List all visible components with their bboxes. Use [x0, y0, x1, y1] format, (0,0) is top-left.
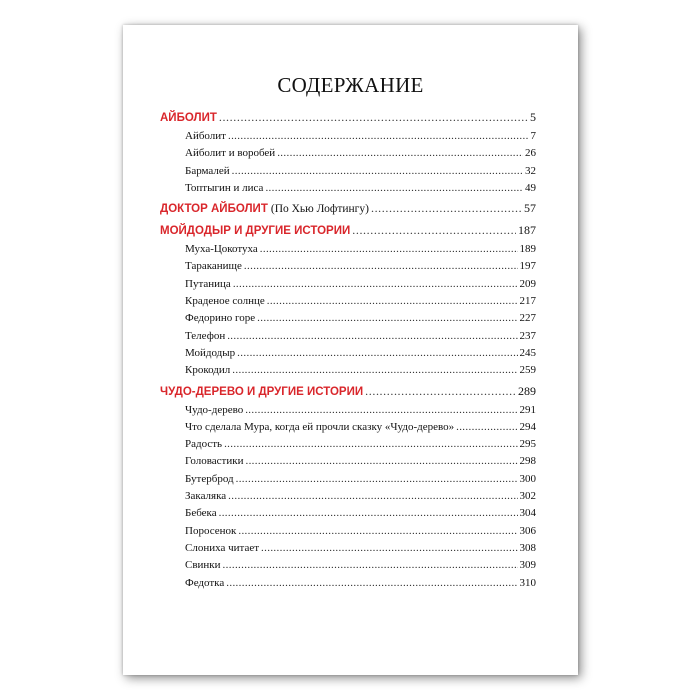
toc-item	[160, 276, 536, 293]
page-number: 308	[519, 541, 536, 554]
dot-leader	[277, 145, 523, 162]
item-title: Крокодил	[185, 364, 231, 377]
item-title: Мойдодыр	[185, 346, 236, 359]
item-title: Краденое солнце	[185, 295, 265, 308]
toc-item	[160, 540, 536, 557]
toc-item	[160, 128, 536, 145]
toc-item	[160, 145, 536, 162]
page-number: 5	[530, 110, 536, 124]
dot-leader	[261, 540, 517, 557]
toc-item	[160, 505, 536, 522]
item-title: Бутерброд	[185, 472, 234, 485]
item-title: Закаляка	[185, 490, 227, 503]
page-number: 57	[524, 201, 536, 216]
section-title: МОЙДОДЫР И ДРУГИЕ ИСТОРИИ	[160, 225, 351, 238]
toc-item	[160, 163, 536, 180]
item-title: Айболит и воробей	[185, 147, 276, 160]
item-title: Айболит	[185, 130, 226, 142]
dot-leader	[228, 488, 517, 505]
toc-section	[160, 221, 536, 241]
item-title: Топтыгин и лиса	[185, 181, 264, 194]
toc-item	[160, 575, 536, 592]
dot-leader	[219, 505, 518, 522]
item-title: Что сделала Мура, когда ей прочли сказку «Чудо-дерево»	[185, 420, 455, 433]
dot-leader	[371, 199, 522, 218]
table-of-contents	[160, 108, 536, 592]
toc-item	[160, 419, 536, 436]
dot-leader	[245, 453, 517, 470]
page-number: 197	[519, 260, 536, 273]
page-number: 32	[525, 164, 536, 177]
item-title: Федотка	[185, 576, 225, 589]
toc-section	[160, 382, 536, 402]
page-number: 298	[519, 455, 536, 468]
item-title: Бармалей	[185, 164, 230, 177]
page-number: 209	[519, 277, 536, 290]
page-number: 189	[519, 243, 536, 256]
item-title: Путаница	[185, 277, 231, 290]
page-number: 304	[519, 507, 536, 520]
page-number: 49	[525, 181, 536, 194]
section-title: АЙБОЛИТ	[160, 112, 217, 124]
toc-item	[160, 362, 536, 379]
dot-leader	[227, 328, 517, 345]
item-title: Муха-Цокотуха	[185, 243, 258, 256]
toc-item	[160, 453, 536, 470]
toc-item	[160, 345, 536, 362]
page-number: 309	[519, 559, 536, 572]
item-title: Федорино горе	[185, 312, 256, 325]
section-title: ДОКТОР АЙБОЛИТ	[160, 203, 268, 216]
dot-leader	[456, 419, 517, 436]
item-title: Чудо-дерево	[185, 403, 244, 416]
dot-leader	[244, 258, 518, 275]
page-number: 289	[518, 383, 536, 398]
item-title: Телефон	[185, 329, 226, 342]
toc-section	[160, 199, 536, 219]
page-title: СОДЕРЖАНИЕ	[277, 73, 424, 97]
toc-section	[160, 108, 536, 128]
page-number: 291	[519, 403, 536, 416]
page-number: 259	[519, 364, 536, 377]
dot-leader	[352, 221, 516, 240]
toc-item	[160, 241, 536, 258]
toc-item	[160, 293, 536, 310]
dot-leader	[232, 362, 517, 379]
dot-leader	[238, 523, 517, 540]
toc-item	[160, 488, 536, 505]
dot-leader	[257, 310, 517, 327]
page-number: 26	[525, 147, 536, 160]
dot-leader	[233, 276, 518, 293]
dot-leader	[223, 557, 518, 574]
dot-leader	[232, 163, 523, 180]
item-title: Радость	[185, 438, 223, 451]
item-title: Слониха читает	[185, 541, 260, 554]
dot-leader	[265, 180, 523, 197]
section-subtitle: (По Хью Лофтингу)	[270, 203, 369, 216]
book-page	[123, 25, 578, 675]
page-number: 310	[519, 576, 536, 589]
page-number: 187	[518, 223, 536, 238]
page-number: 306	[519, 524, 536, 537]
item-title: Бебека	[185, 507, 217, 520]
item-title: Тараканище	[185, 260, 242, 273]
page-number: 217	[519, 295, 536, 308]
item-title: Свинки	[185, 559, 221, 572]
section-title: ЧУДО-ДЕРЕВО И ДРУГИЕ ИСТОРИИ	[160, 385, 364, 398]
toc-item	[160, 557, 536, 574]
toc-item	[160, 523, 536, 540]
toc-item	[160, 258, 536, 275]
toc-item	[160, 328, 536, 345]
item-title: Головастики	[185, 455, 244, 468]
dot-leader	[245, 402, 517, 419]
toc-item	[160, 436, 536, 453]
toc-item	[160, 180, 536, 197]
dot-leader	[236, 471, 518, 488]
dot-leader	[219, 108, 528, 127]
item-title: Поросенок	[185, 524, 237, 537]
page-number: 237	[519, 329, 536, 342]
toc-item	[160, 402, 536, 419]
dot-leader	[228, 128, 529, 145]
toc-item	[160, 310, 536, 327]
page-number: 245	[519, 346, 536, 359]
dot-leader	[267, 293, 518, 310]
dot-leader	[237, 345, 517, 362]
dot-leader	[226, 575, 517, 592]
dot-leader	[224, 436, 517, 453]
page-number: 295	[519, 438, 536, 451]
page-number: 294	[519, 420, 536, 433]
page-number: 7	[530, 130, 536, 142]
page-number: 300	[519, 472, 536, 485]
page-number: 227	[519, 312, 536, 325]
dot-leader	[260, 241, 518, 258]
toc-item	[160, 471, 536, 488]
page-number: 302	[519, 490, 536, 503]
dot-leader	[365, 382, 516, 401]
